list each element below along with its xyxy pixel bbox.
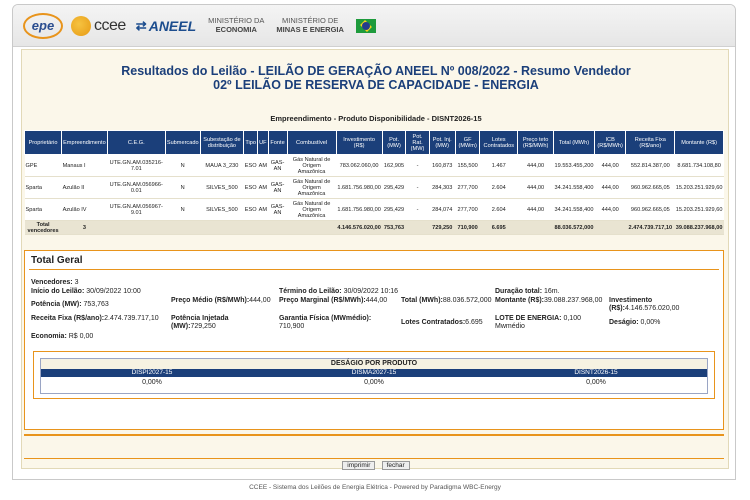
column-header: Lotes Contratados	[480, 131, 518, 155]
total-cell: 729,250	[429, 221, 455, 235]
table-cell: GAS-AN	[268, 177, 287, 199]
table-cell: Gás Natural de Origem Amazônica	[287, 155, 336, 177]
column-header: GF (MWm)	[455, 131, 480, 155]
table-cell: 2.604	[480, 177, 518, 199]
preco-medio-field: Preço Médio (R$/MWh):444,00	[171, 297, 271, 304]
column-header: Receita Fixa (R$/ano)	[626, 131, 675, 155]
total-cell: 2.474.739.717,10	[626, 221, 675, 235]
total-cell	[594, 221, 625, 235]
table-cell: UTE.GN.AM.056966-0.01	[107, 177, 165, 199]
termino-field: Término do Leilão: 30/09/2022 10:16	[279, 288, 399, 295]
table-cell: AM	[258, 155, 268, 177]
total-cell: 710,900	[455, 221, 480, 235]
column-header: UF	[258, 131, 268, 155]
desagio-produto-table	[40, 358, 708, 394]
table-cell: ESO	[244, 199, 258, 221]
table-subtitle: Empreendimento - Produto Disponibilidade - DISNT2026-15	[270, 114, 482, 123]
desagio-produto-box	[33, 351, 715, 399]
table-cell: Manaus I	[62, 155, 108, 177]
column-header: Pot. Rat. (MW)	[406, 131, 429, 155]
total-cell	[107, 221, 165, 235]
total-cell: 753,763	[382, 221, 406, 235]
table-cell: 444,00	[594, 155, 625, 177]
table-cell: ESO	[244, 177, 258, 199]
ministerio-minas-logo: MINISTÉRIO DE MINAS E ENERGIA	[276, 16, 344, 34]
desagio-value: 0,00%	[142, 379, 162, 386]
total-mwh-field: Total (MWh):88.036.572,000	[401, 297, 492, 304]
logo-bar	[13, 5, 735, 47]
table-cell: 15.203.251.929,60	[675, 199, 724, 221]
table-cell: Sparta	[25, 199, 62, 221]
table-cell: 552.814.387,00	[626, 155, 675, 177]
potencia-field: Potência (MW): 753,763	[31, 301, 109, 308]
table-cell: Azulão IV	[62, 199, 108, 221]
table-cell: AM	[258, 177, 268, 199]
ccee-logo-text: ccee	[94, 16, 126, 34]
column-header: Empreendimento	[62, 131, 108, 155]
total-geral-panel	[24, 250, 724, 430]
desagio-col: DISMA2027-15	[351, 369, 397, 376]
ccee-icon	[71, 16, 91, 36]
column-header: Tipo	[244, 131, 258, 155]
economia-field: Economia: R$ 0,00	[31, 333, 94, 340]
total-cell: 6.695	[480, 221, 518, 235]
close-button[interactable]: fechar	[382, 461, 410, 470]
table-cell: -	[406, 155, 429, 177]
lote-energia-field: LOTE DE ENERGIA: 0,100 Mwmédio	[495, 315, 581, 330]
desagio-produto-title: DESÁGIO POR PRODUTO	[41, 359, 707, 369]
table-cell: 444,00	[594, 177, 625, 199]
table-cell: 34.241.558,400	[554, 177, 595, 199]
table-cell: Sparta	[25, 177, 62, 199]
table-cell: 277,700	[455, 199, 480, 221]
epe-logo: epe	[23, 13, 63, 39]
desagio-field: Deságio: 0,00%	[609, 319, 661, 326]
table-row	[25, 177, 724, 199]
table-cell: 284,303	[429, 177, 455, 199]
total-row	[25, 221, 724, 235]
total-cell: Total vencedores	[25, 221, 62, 235]
table-cell: 1.467	[480, 155, 518, 177]
table-row	[25, 155, 724, 177]
table-cell: 960.962.665,05	[626, 177, 675, 199]
table-cell: 160,873	[429, 155, 455, 177]
table-cell: 284,074	[429, 199, 455, 221]
column-header: Pot. (MW)	[382, 131, 406, 155]
duracao-field: Duração total: 16m.	[495, 288, 560, 295]
column-header: Investimento (R$)	[336, 131, 382, 155]
total-cell: 3	[62, 221, 108, 235]
total-cell	[268, 221, 287, 235]
desagio-value: 0,00%	[586, 379, 606, 386]
column-header: Total (MWh)	[554, 131, 595, 155]
table-cell: ESO	[244, 155, 258, 177]
table-cell: 155,500	[455, 155, 480, 177]
table-cell: 19.553.455,200	[554, 155, 595, 177]
table-cell: 295,429	[382, 177, 406, 199]
aneel-logo	[136, 18, 196, 34]
column-header: Proprietário	[25, 131, 62, 155]
receita-fixa-field: Receita Fixa (R$/ano):2.474.739.717,10	[31, 315, 159, 322]
column-header: Combustível	[287, 131, 336, 155]
vencedores-field: Vencedores: 3	[31, 279, 79, 286]
table-cell: 1.681.756.980,00	[336, 199, 382, 221]
total-cell: 39.088.237.968,00	[675, 221, 724, 235]
table-cell: 8.681.734.108,80	[675, 155, 724, 177]
table-cell: 2.604	[480, 199, 518, 221]
aneel-logo-text: ANEEL	[148, 17, 197, 34]
main-frame	[12, 4, 736, 480]
divider	[24, 434, 724, 436]
table-cell: Gás Natural de Origem Amazônica	[287, 199, 336, 221]
aneel-icon: ⇄	[135, 17, 147, 33]
table-cell: Azulão II	[62, 177, 108, 199]
table-cell: 295,429	[382, 199, 406, 221]
table-cell: 444,00	[594, 199, 625, 221]
column-header: Fonte	[268, 131, 287, 155]
desagio-col: DISNT2026-15	[574, 369, 618, 376]
ccee-logo	[71, 16, 126, 36]
total-cell	[258, 221, 268, 235]
potencia-injetada-field: Potência Injetada (MW):729,250	[171, 315, 229, 330]
table-cell: -	[406, 199, 429, 221]
divider	[29, 269, 719, 270]
total-cell	[244, 221, 258, 235]
table-header-row	[25, 131, 724, 155]
desagio-produto-columns	[41, 369, 707, 377]
garantia-fisica-field: Garantia Física (MWmédio): 710,900	[279, 315, 372, 330]
table-cell: N	[165, 199, 200, 221]
print-button[interactable]: imprimir	[342, 461, 375, 470]
footer: CCEE - Sistema dos Leilões de Energia Elétrica - Powered by Paradigma WBC-Energy	[249, 484, 501, 491]
ministerio-economia-logo: MINISTÉRIO DA ECONOMIA	[208, 16, 265, 34]
table-cell: 1.681.756.980,00	[336, 177, 382, 199]
total-cell	[287, 221, 336, 235]
table-cell: 444,00	[518, 199, 554, 221]
table-cell: UTE.GN.AM.056967-9.01	[107, 199, 165, 221]
table-cell: 960.962.665,05	[626, 199, 675, 221]
table-cell: 444,00	[518, 177, 554, 199]
table-cell: N	[165, 177, 200, 199]
table-cell: GPE	[25, 155, 62, 177]
table-cell: SILVES_500	[200, 199, 244, 221]
table-cell: MAUA 3_230	[200, 155, 244, 177]
preco-marginal-field: Preço Marginal (R$/MWh):444,00	[279, 297, 388, 304]
table-cell: SILVES_500	[200, 177, 244, 199]
table-cell: 15.203.251.929,60	[675, 177, 724, 199]
brazil-flag-icon	[356, 19, 376, 33]
table-cell: -	[406, 177, 429, 199]
table-cell: 277,700	[455, 177, 480, 199]
table-cell: Gás Natural de Origem Amazônica	[287, 177, 336, 199]
table-cell: 162,905	[382, 155, 406, 177]
total-cell: 88.036.572,000	[554, 221, 595, 235]
total-cell	[406, 221, 429, 235]
column-header: Subestação de distribuição	[200, 131, 244, 155]
investimento-field: Investimento (R$):4.146.576.020,00	[609, 297, 680, 312]
table-cell: 444,00	[518, 155, 554, 177]
desagio-col: DISPI2027-15	[131, 369, 173, 376]
desagio-value: 0,00%	[364, 379, 384, 386]
table-cell: GAS-AN	[268, 199, 287, 221]
table-cell: 783.062.060,00	[336, 155, 382, 177]
column-header: Pot. Inj. (MW)	[429, 131, 455, 155]
table-cell: N	[165, 155, 200, 177]
button-row	[22, 460, 730, 470]
table-cell: GAS-AN	[268, 155, 287, 177]
montante-field: Montante (R$):39.088.237.968,00	[495, 297, 603, 304]
total-cell	[165, 221, 200, 235]
table-cell: UTE.GN.AM.035216-7.01	[107, 155, 165, 177]
desagio-produto-values	[41, 377, 707, 389]
column-header: Montante (R$)	[675, 131, 724, 155]
table-cell: 34.241.558,400	[554, 199, 595, 221]
table-cell: AM	[258, 199, 268, 221]
column-header: C.E.G.	[107, 131, 165, 155]
total-geral-title: Total Geral	[31, 255, 83, 266]
lotes-field: Lotes Contratados:6.695	[401, 319, 483, 326]
page-title: Resultados do Leilão - LEILÃO DE GERAÇÃO ANEEL Nº 008/2022 - Resumo Vendedor 02º LEILÃO DE RESERVA DE CAPACIDADE - ENERGIA	[121, 64, 631, 92]
column-header: Submercado	[165, 131, 200, 155]
results-table	[24, 130, 724, 235]
content-area	[21, 49, 729, 469]
inicio-field: Início do Leilão: 30/09/2022 10:00	[31, 288, 141, 295]
table-row	[25, 199, 724, 221]
total-cell	[200, 221, 244, 235]
total-cell: 4.146.576.020,00	[336, 221, 382, 235]
column-header: ICB (R$/MWh)	[594, 131, 625, 155]
column-header: Preço teto (R$/MWh)	[518, 131, 554, 155]
total-cell	[518, 221, 554, 235]
